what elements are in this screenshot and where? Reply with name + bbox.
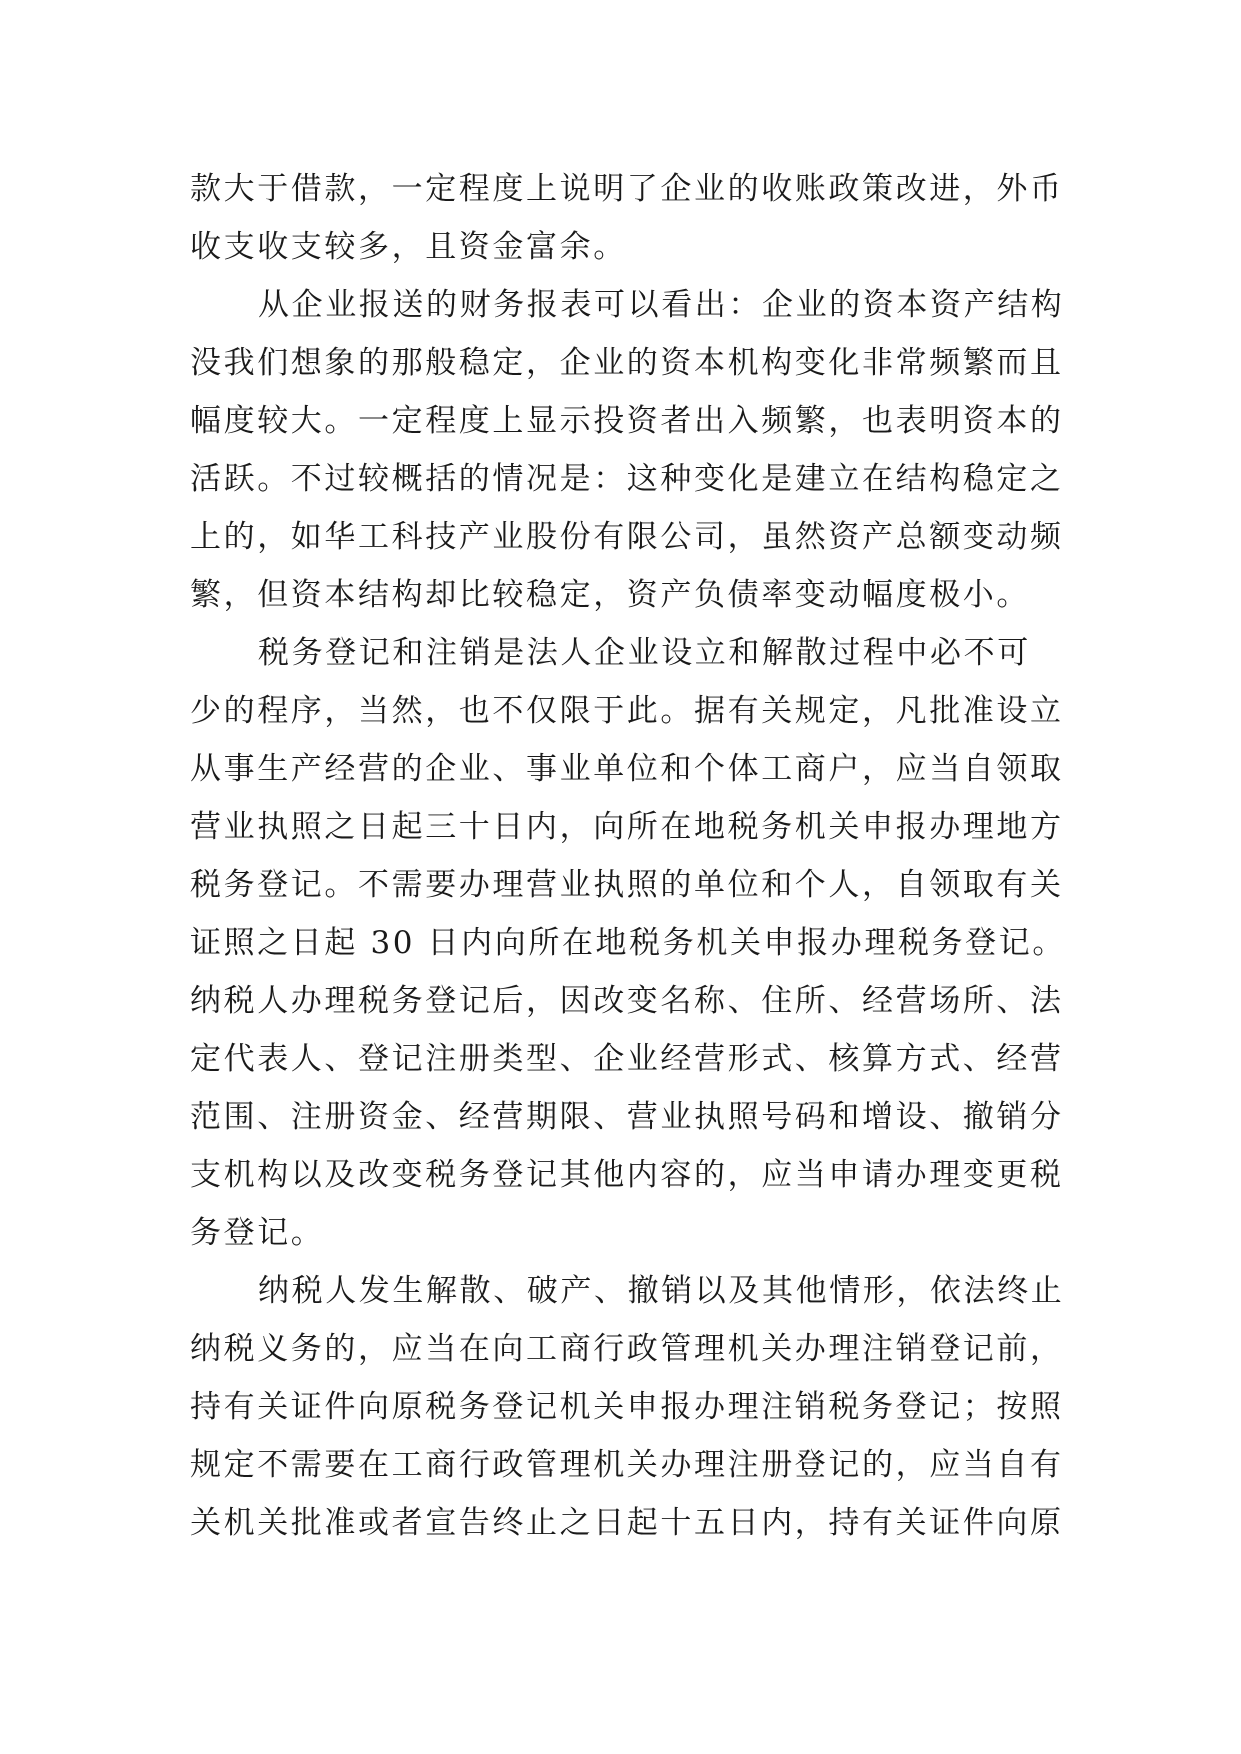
text-line: 支机构以及改变税务登记其他内容的，应当申请办理变更税 xyxy=(190,1157,1064,1193)
text-line: 繁，但资本结构却比较稳定，资产负债率变动幅度极小。 xyxy=(190,577,1030,613)
text-line: 从企业报送的财务报表可以看出：企业的资本资产结构 xyxy=(258,287,1065,323)
text-line: 营业执照之日起三十日内，向所在地税务机关申报办理地方 xyxy=(190,809,1064,845)
text-line: 定代表人、登记注册类型、企业经营形式、核算方式、经营 xyxy=(190,1041,1064,1077)
text-line: 款大于借款，一定程度上说明了企业的收账政策改进，外币 xyxy=(190,171,1064,207)
text-line: 证照之日起 30 日内向所在地税务机关申报办理税务登记。 xyxy=(190,925,1066,961)
text-line: 上的，如华工科技产业股份有限公司，虽然资产总额变动频 xyxy=(190,519,1064,555)
text-line: 持有关证件向原税务登记机关申报办理注销税务登记；按照 xyxy=(190,1389,1064,1425)
text-line: 规定不需要在工商行政管理机关办理注册登记的，应当自有 xyxy=(190,1447,1064,1483)
text-line: 纳税义务的，应当在向工商行政管理机关办理注销登记前， xyxy=(190,1331,1064,1367)
body-text xyxy=(190,160,1066,1552)
text-line: 从事生产经营的企业、事业单位和个体工商户，应当自领取 xyxy=(190,751,1064,787)
text-line: 收支收支较多，且资金富余。 xyxy=(190,229,627,265)
text-line: 少的程序，当然，也不仅限于此。据有关规定，凡批准设立 xyxy=(190,693,1064,729)
text-line: 活跃。不过较概括的情况是：这种变化是建立在结构稳定之 xyxy=(190,461,1064,497)
text-line: 没我们想象的那般稳定，企业的资本机构变化非常频繁而且 xyxy=(190,345,1064,381)
text-line: 纳税人办理税务登记后，因改变名称、住所、经营场所、法 xyxy=(190,983,1064,1019)
text-line: 税务登记和注销是法人企业设立和解散过程中必不可 xyxy=(258,635,1031,671)
text-line: 务登记。 xyxy=(190,1215,325,1251)
text-line: 关机关批准或者宣告终止之日起十五日内，持有关证件向原 xyxy=(190,1505,1064,1541)
text-line: 范围、注册资金、经营期限、营业执照号码和增设、撤销分 xyxy=(190,1099,1064,1135)
text-line: 税务登记。不需要办理营业执照的单位和个人，自领取有关 xyxy=(190,867,1064,903)
text-line: 幅度较大。一定程度上显示投资者出入频繁，也表明资本的 xyxy=(190,403,1064,439)
text-line: 纳税人发生解散、破产、撤销以及其他情形，依法终止 xyxy=(258,1273,1065,1309)
